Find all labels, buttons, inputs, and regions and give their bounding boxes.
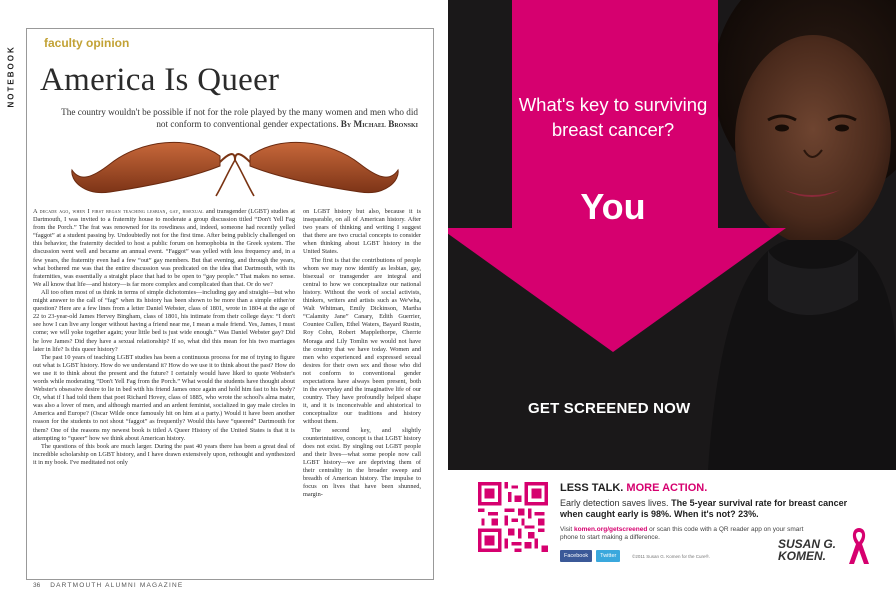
section-tab: NOTEBOOK <box>6 45 16 108</box>
mustache-illustration <box>70 136 400 204</box>
article-body <box>33 208 421 576</box>
paragraph: The past 10 years of teaching LGBT studies has been a continuous process for me of trying to figure out what is LGBT history. How do we understand it? How do we use it to think about the past? How do we use it to think about the present and the future? I certainly would have liked to quote Webster's words while moderating “Don't Yell Fag from the Porch.” What would the students have thought about Webster's obsessive desire to lie in bed with his friend James once again and hold him fast to his body? Or, what if I had told them that poet Richard Hovey, class of 1885, who wrote the school's alma mater, was also a lover of men, and although married and an ardent feminist, socialized in gay male circles in America and Europe? (Oscar Wilde once famously hit on him at a party.) Would it have been another reason for the students to not shout “faggot” as frequently? Would this have “queered” Dartmouth for them? One of the reasons my newest book is titled A Queer History of the United States is that it is attempting to “queer” how we think about American history. <box>33 353 295 442</box>
paragraph: The second key, and slightly counterintuitive, concept is that LGBT history does not exist. By singling out LGBT people and their lives—what some people now call LGBT history—we are depriving them of their centrality in the broader sweep and breadth of American history. The impulse to focus on lives that have been shunned, margin- <box>303 426 421 499</box>
page-number: 36 <box>33 582 41 589</box>
byline: By Michael Bronski <box>340 119 418 129</box>
article-deck <box>48 106 418 130</box>
qr-code-icon[interactable] <box>478 482 548 552</box>
magazine-name: DARTMOUTH ALUMNI MAGAZINE <box>50 582 184 589</box>
ad-copyright: ©2011 Susan G. Komen for the Cure®. <box>632 554 711 559</box>
paragraph: All too often most of us think in terms of simple dichotomies—including gay and straight—but who might answer to the call of “fag” when its history has been shown to be more than a simple either/or question? Here are a few lines from a letter Daniel Webster, class of 1801, wrote in 1804 at the age of 22 to 23-year-old James Hervey Bingham, class of 1801, his intimate from their college days: “I don't see how I can live any longer without having a friend near me, I mean a male friend. Yes, James, I must come; we will yoke together again; your little bed is just wide enough.” Was Daniel Webster gay? Did he love James? Did they have a sexual relationship? If so, what did this mean for his two marriages later in life? Is this queer history? <box>33 288 295 353</box>
article-headline: America Is Queer <box>40 62 280 98</box>
page-footer <box>33 582 183 589</box>
deck-text: The country wouldn't be possible if not for the role played by the many women and men who did not conform to conventional gender expectations. <box>61 107 418 129</box>
paragraph: The first is that the contributions of people whom we may now identify as lesbian, gay, bisexual or transgender are integral and central to how we conceptualize our national history. Without the work of social activists, thinkers, writers and artists such as We'wha, Walt Whitman, Emily Dickinson, Martha “Calamity Jane” Canary, Edith Guerrier, Countee Cullen, Ethel Waters, Bayard Rustin, Roy Cohn, Robert Mapplethorpe, Cherrie Moraga and Lily Tomlin we would not have the country that we have today. Women and men who experienced and expressed sexual desires for their own sex and those who did not conform to conventional gender expectations have always been present, both in the everyday and the imaginative life of our country. They have profoundly helped shape it, and it is inconceivable and ahistorical to conceptualize our traditions and history without them. <box>303 256 421 426</box>
ad-body-copy: Early detection saves lives. The 5-year survival rate for breast cancer when caught early is 98%. When it's not? 23%. <box>560 498 848 519</box>
komen-url-link[interactable]: komen.org/getscreened <box>573 526 648 533</box>
social-badges <box>560 550 620 562</box>
advertisement-page <box>448 0 896 600</box>
facebook-badge[interactable]: Facebook <box>560 550 592 562</box>
paragraph: A decade ago, when I first began teaching lesbian, gay, bisexual and transgender (LGBT) studies at Dartmouth, I was invited to a fraternity house to moderate a group discussion titled “Don't Yell Fag from the Porch.” The frat was renowned for its rowdiness and, indeed, someone had recently yelled “faggot” at a student passing by. Undoubtedly not for the first time. After being publicly challenged on this behavior, the fraternity decided to host a public forum on homophobia in the Greek system. The discussion went well and became an annual event. “Faggot” was yelled with less frequency and, in a few years, the fraternity even had a few “out” gay members. But that evening, and through the years, what bothered me was that the entire discussion was predicated on the idea that Dartmouth, with its fraternities, was essentially a straight place that had to be open to “gay people.” That makes no sense. We all know that life—and history—is far more complex and complicated than that. Or do we? <box>33 208 295 288</box>
komen-logo <box>778 530 888 570</box>
ad-visit-copy: Visit komen.org/getscreened or scan this code with a QR reader app on your smart phone to start making a difference. <box>560 526 804 541</box>
ad-question: What's key to surviving breast cancer? <box>518 94 708 140</box>
twitter-badge[interactable]: Twitter <box>596 550 620 562</box>
article-column-2 <box>303 208 421 576</box>
paragraph: The questions of this book are much larger. During the past 40 years there has been a great deal of incredible scholarship on LGBT history, and I have drawn extensively upon, rethought and synthesized it in my book. I've meditated not only <box>33 442 295 466</box>
article-column-1 <box>33 208 295 576</box>
category-label: faculty opinion <box>44 36 130 50</box>
ad-answer: You <box>580 186 646 227</box>
get-screened-cta: GET SCREENED NOW <box>528 400 691 417</box>
ad-tagline: LESS TALK. MORE ACTION. <box>560 482 708 494</box>
pink-arrow-graphic <box>448 0 896 360</box>
ad-info-panel <box>448 470 896 600</box>
paragraph: on LGBT history but also, because it is inseparable, on all of American history. After two years of thinking and writing I suggest that there are two crucial concepts to consider when thinking about LGBT history in the United States. <box>303 208 421 256</box>
pink-ribbon-icon <box>848 526 870 566</box>
komen-wordmark: SUSAN G. KOMEN. <box>778 537 837 563</box>
